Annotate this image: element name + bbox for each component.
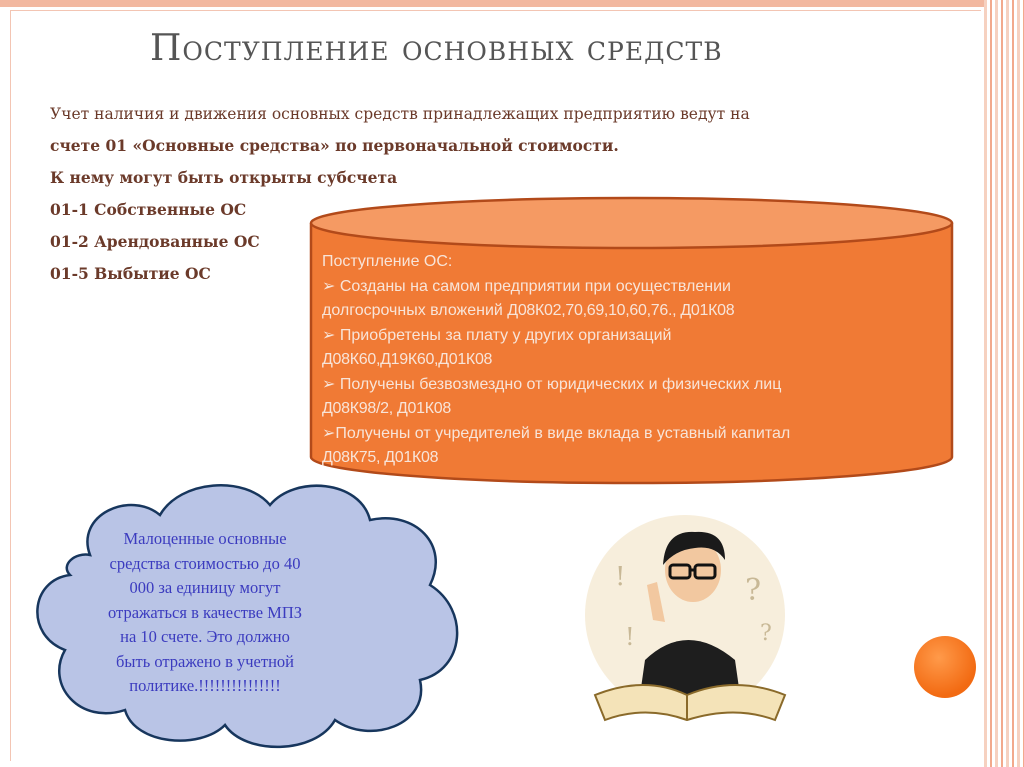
cloud-line-6: быть отражено в учетной bbox=[116, 651, 294, 671]
entry-code-2: Д08К60,Д19К60,Д01К08 bbox=[322, 351, 493, 368]
entry-code-4: Д08К75, Д01К08 bbox=[322, 449, 439, 466]
cylinder-item-1: ➢ Созданы на самом предприятии при осуществлении bbox=[322, 277, 731, 295]
cloud-line-1: Малоценные основные bbox=[123, 529, 287, 548]
subaccount-3: 01-5 Выбытие ОС bbox=[50, 264, 211, 283]
svg-text:?: ? bbox=[760, 621, 772, 646]
intro-line-1: Учет наличия и движения основных средств принадлежащих предприятию ведут на bbox=[50, 105, 750, 123]
cloud-line-2: средства стоимостью до 40 bbox=[109, 553, 301, 573]
subaccount-1: 01-1 Собственные ОС bbox=[50, 200, 247, 219]
entry-code-3: Д08К98/2, Д01К08 bbox=[322, 400, 451, 417]
cylinder-content bbox=[322, 250, 947, 471]
slide-title: Поступление основных средств bbox=[150, 28, 723, 69]
cylinder-item-3: ➢ Получены безвозмездно от юридических и физических лиц bbox=[322, 375, 782, 393]
svg-text:!: ! bbox=[625, 623, 635, 651]
intro-line-2: счете 01 «Основные средства» по первоначальной стоимости. bbox=[50, 136, 619, 155]
orange-orb-decoration bbox=[914, 636, 976, 698]
cloud-line-4: отражаться в качестве МПЗ bbox=[108, 602, 302, 622]
cylinder-item-4: ➢Получены от учредителей в виде вклада в уставный капитал bbox=[322, 424, 791, 442]
cloud-line-3: 000 за единицу могут bbox=[129, 578, 281, 597]
cloud-text bbox=[90, 527, 320, 699]
cylinder-item-2: ➢ Приобретены за плату у других организаций bbox=[322, 326, 672, 344]
cylinder-heading: Поступление ОС: bbox=[322, 253, 453, 270]
decorative-stripes bbox=[984, 0, 1024, 767]
entry-code-1: Д08К02,70,69,10,60,76., Д01К08 bbox=[507, 302, 735, 319]
subaccounts-heading: К нему могут быть открыты субсчета bbox=[50, 168, 398, 187]
svg-text:?: ? bbox=[745, 573, 762, 608]
svg-text:!: ! bbox=[615, 562, 626, 592]
subaccount-2: 01-2 Арендованные ОС bbox=[50, 232, 260, 251]
cloud-line-5: на 10 счете. Это должно bbox=[120, 627, 290, 646]
top-border bbox=[0, 0, 985, 7]
cylinder-item-1-cont: долгосрочных вложений Д08К02,70,69,10,60,76., Д01К08 bbox=[322, 302, 735, 319]
cloud-line-7: политике.!!!!!!!!!!!!!!! bbox=[129, 676, 281, 695]
thinking-man-illustration bbox=[575, 510, 800, 730]
